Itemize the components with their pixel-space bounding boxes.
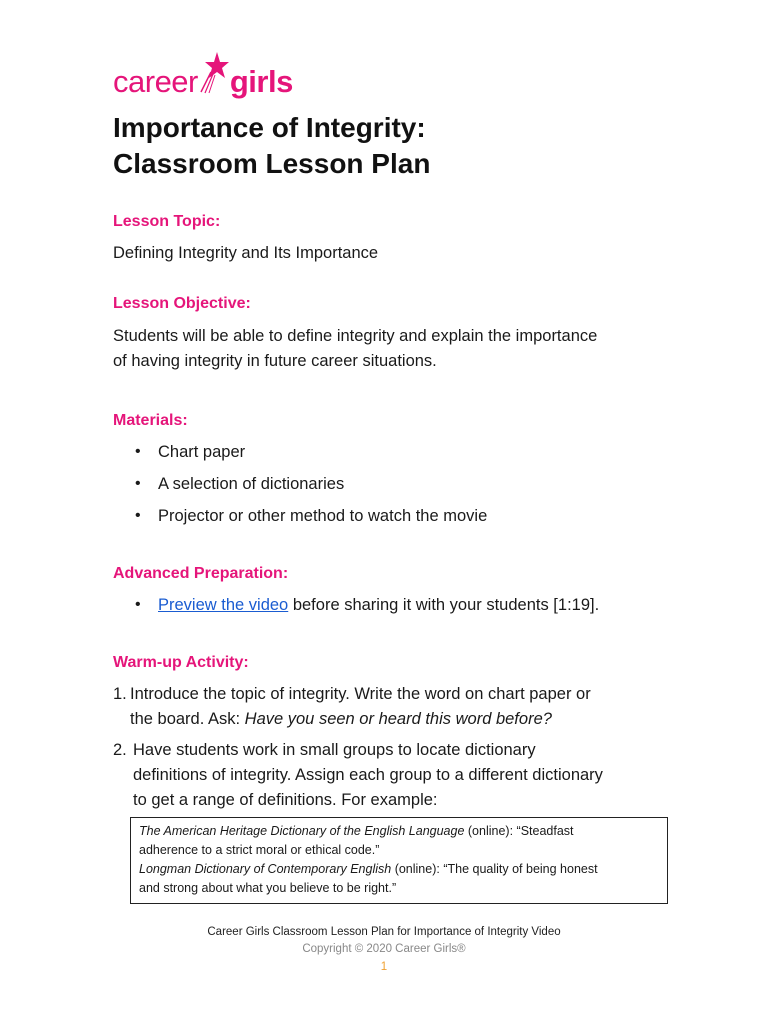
- star-icon: [199, 50, 229, 94]
- lesson-objective-text: [113, 324, 673, 374]
- materials-item: • Projector or other method to watch the movie: [113, 505, 487, 537]
- definition-2-source: Longman Dictionary of Contemporary English: [139, 862, 392, 876]
- step-2-body: [113, 738, 673, 813]
- footer-title: Career Girls Classroom Lesson Plan for Importance of Integrity Video: [207, 926, 561, 938]
- step-1-line-1: Introduce the topic of integrity. Write the word on chart paper or: [130, 685, 591, 703]
- step-2-line-3: to get a range of definitions. For example:: [133, 791, 438, 809]
- lesson-objective-heading: Lesson Objective:: [113, 295, 251, 312]
- step-1-number: 1.: [113, 685, 127, 703]
- lesson-topic-text: Defining Integrity and Its Importance: [113, 244, 379, 262]
- lesson-topic-heading: Lesson Topic:: [113, 213, 221, 230]
- preparation-item: [113, 594, 599, 626]
- logo-word-girls: girls: [229, 64, 293, 99]
- objective-line-2: of having integrity in future career situations.: [113, 352, 437, 370]
- preview-video-link[interactable]: Preview the video: [158, 596, 289, 614]
- advanced-preparation-heading: Advanced Preparation:: [113, 565, 289, 582]
- step-1-body: [113, 682, 673, 732]
- step-2-number: 2.: [113, 741, 127, 759]
- materials-heading: Materials:: [113, 412, 188, 429]
- step-2-line-1: Have students work in small groups to locate dictionary: [133, 741, 536, 759]
- page-number: 1: [380, 961, 388, 973]
- definition-1-line-2: adherence to a strict moral or ethical code.”: [139, 843, 380, 857]
- preparation-list: [113, 594, 599, 626]
- definition-2-line-1: [139, 860, 659, 879]
- objective-line-1: Students will be able to define integrity and explain the importance: [113, 327, 598, 345]
- step-1-question: Have you seen or heard this word before?: [244, 710, 552, 728]
- warm-up-step-2: [113, 738, 673, 813]
- materials-item: • Chart paper: [113, 441, 487, 473]
- definition-2-text-a: (online): “The quality of being honest: [391, 862, 598, 876]
- definition-2-line-2: and strong about what you believe to be right.”: [139, 881, 397, 895]
- page-title-line-1: Importance of Integrity:: [113, 112, 426, 143]
- preparation-item-text: before sharing it with your students [1:19].: [288, 596, 600, 614]
- definition-1-line-1: [139, 822, 659, 841]
- step-2-line-2: definitions of integrity. Assign each group to a different dictionary: [133, 766, 603, 784]
- warm-up-activity-heading: Warm-up Activity:: [113, 654, 249, 671]
- definition-1-text-a: (online): “Steadfast: [464, 824, 574, 838]
- materials-list: [113, 441, 487, 537]
- warm-up-step-1: [113, 682, 673, 732]
- materials-item: • A selection of dictionaries: [113, 473, 487, 505]
- definitions-box: [130, 817, 668, 904]
- step-1-line-2a: the board. Ask:: [130, 710, 245, 728]
- page-title-line-2: Classroom Lesson Plan: [113, 148, 431, 179]
- footer-copyright: Copyright © 2020 Career Girls®: [302, 943, 466, 955]
- logo-word-career: career: [113, 64, 198, 99]
- page-title: [113, 110, 430, 182]
- career-girls-logo: [113, 52, 293, 100]
- definition-1-source: The American Heritage Dictionary of the English Language: [139, 824, 465, 838]
